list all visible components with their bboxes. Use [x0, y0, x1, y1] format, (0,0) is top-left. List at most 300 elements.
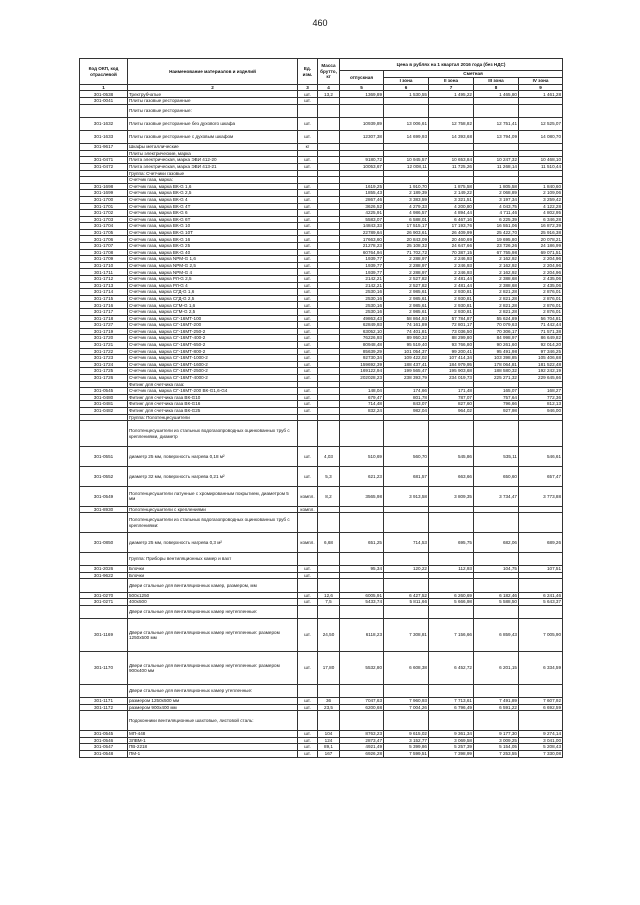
cell-zone-3-price: 6 859,43	[474, 619, 519, 652]
cell-name: диаметр 25 мм, поверхность нагрева 0,3 м²	[128, 533, 298, 553]
cell-zone-3-price	[474, 150, 519, 157]
header-zone-4: IV зона	[519, 78, 563, 85]
cell-zone-1-price: 2 985,61	[384, 309, 429, 316]
table-row	[80, 731, 563, 738]
cell-unit: шт.	[298, 407, 318, 414]
table-row	[80, 414, 563, 421]
cell-zone-3-price: 67 755,98	[474, 249, 519, 256]
cell-release-price: 2530,16	[340, 289, 384, 296]
table-row	[80, 750, 563, 757]
cell-code	[80, 711, 128, 731]
cell-zone-3-price: 84 998,97	[474, 335, 519, 342]
cell-unit: шт.	[298, 203, 318, 210]
cell-zone-4-price	[519, 572, 563, 579]
cell-zone-4-price: 2 435,06	[519, 276, 563, 283]
cell-unit	[298, 579, 318, 592]
column-index: 1	[80, 85, 128, 91]
cell-zone-2-price: 827,60	[429, 401, 474, 408]
cell-unit: шт.	[298, 388, 318, 395]
cell-unit: шт.	[298, 130, 318, 143]
cell-mass	[318, 421, 340, 447]
cell-zone-2-price: 99 200,41	[429, 348, 474, 355]
cell-code: 301-0481	[80, 401, 128, 408]
cell-zone-1-price	[384, 144, 429, 151]
cell-mass	[318, 150, 340, 157]
cell-zone-1-price: 174,66	[384, 388, 429, 395]
cell-zone-4-price: 14 080,70	[519, 130, 563, 143]
cell-unit: шт.	[298, 599, 318, 606]
cell-zone-2-price: 2 930,81	[429, 302, 474, 309]
cell-mass	[318, 566, 340, 573]
header-zone-2: II зона	[429, 78, 474, 85]
cell-mass	[318, 243, 340, 250]
cell-name: Счетчик газа, марка ВК-G 2,5	[128, 190, 298, 197]
cell-zone-2-price	[429, 579, 474, 592]
cell-code: 301-1700	[80, 196, 128, 203]
cell-mass	[318, 276, 340, 283]
table-row	[80, 295, 563, 302]
cell-unit: шт.	[298, 619, 318, 652]
cell-zone-1-price	[384, 572, 429, 579]
cell-release-price: 714,48	[340, 401, 384, 408]
cell-zone-3-price: 7 253,55	[474, 750, 519, 757]
cell-zone-4-price: 12 525,07	[519, 117, 563, 130]
cell-mass	[318, 302, 340, 309]
cell-mass	[318, 236, 340, 243]
cell-mass	[318, 685, 340, 698]
table-row	[80, 341, 563, 348]
cell-code: 301-2026	[80, 566, 128, 573]
cell-zone-1-price: 3 913,58	[384, 487, 429, 507]
cell-code: 301-1170	[80, 652, 128, 685]
cell-zone-4-price: 3 773,88	[519, 487, 563, 507]
cell-name: Счетчик газа, марка:	[128, 177, 298, 184]
cell-unit: шт.	[298, 361, 318, 368]
table-row	[80, 374, 563, 381]
cell-code: 301-0546	[80, 737, 128, 744]
cell-zone-4-price: 546,61	[519, 447, 563, 467]
cell-zone-1-price: 2 288,97	[384, 269, 429, 276]
cell-release-price	[340, 414, 384, 421]
cell-zone-1-price: 3 152,77	[384, 737, 429, 744]
cell-zone-3-price: 2 821,28	[474, 302, 519, 309]
cell-name: Счетчик газа, марка СГМ-G 2,5	[128, 309, 298, 316]
cell-unit: шт.	[298, 309, 318, 316]
cell-zone-3-price: 2 821,28	[474, 295, 519, 302]
cell-zone-2-price: 107 414,34	[429, 355, 474, 362]
cell-unit: шт.	[298, 572, 318, 579]
cell-unit: шт.	[298, 566, 318, 573]
column-index: 2	[128, 85, 298, 91]
cell-zone-4-price: 5 208,43	[519, 744, 563, 751]
cell-name: МП-448	[128, 731, 298, 738]
cell-unit: шт.	[298, 91, 318, 98]
cell-zone-2-price	[429, 98, 474, 105]
cell-name: Счетчик газа, марка ВК-G 4T	[128, 203, 298, 210]
table-row	[80, 407, 563, 414]
cell-code: 301-0551	[80, 447, 128, 467]
cell-zone-2-price: 88 299,80	[429, 335, 474, 342]
cell-code: 301-1723	[80, 355, 128, 362]
cell-unit: шт.	[298, 236, 318, 243]
cell-unit	[298, 685, 318, 698]
cell-code: 301-0471	[80, 157, 128, 164]
cell-zone-3-price	[474, 104, 519, 117]
cell-code: 301-1719	[80, 328, 128, 335]
cell-unit: шт.	[298, 289, 318, 296]
cell-mass	[318, 190, 340, 197]
cell-zone-2-price: 9 361,34	[429, 731, 474, 738]
cell-release-price: 2530,16	[340, 295, 384, 302]
cell-code: 301-1704	[80, 223, 128, 230]
cell-zone-2-price: 2 930,81	[429, 309, 474, 316]
cell-zone-3-price: 55 624,89	[474, 315, 519, 322]
cell-zone-1-price: 238 393,79	[384, 374, 429, 381]
cell-zone-1-price: 101 054,37	[384, 348, 429, 355]
cell-code: 301-1716	[80, 302, 128, 309]
table-row	[80, 104, 563, 117]
cell-zone-4-price: 772,36	[519, 394, 563, 401]
cell-zone-4-price: 2 876,01	[519, 302, 563, 309]
cell-zone-2-price: 7 156,66	[429, 619, 474, 652]
cell-release-price	[340, 170, 384, 177]
cell-name: Счетчик газа, марка СГД-G 1,6	[128, 289, 298, 296]
cell-zone-3-price: 165,07	[474, 388, 519, 395]
cell-release-price	[340, 150, 384, 157]
table-row	[80, 177, 563, 184]
table-row	[80, 117, 563, 130]
table-row	[80, 203, 563, 210]
cell-code: 301-9622	[80, 572, 128, 579]
table-row	[80, 223, 563, 230]
cell-mass	[318, 262, 340, 269]
cell-zone-4-price: 2 204,96	[519, 256, 563, 263]
header-release: отпускная	[340, 71, 384, 85]
cell-zone-2-price: 57 784,87	[429, 315, 474, 322]
cell-code: 301-1717	[80, 309, 128, 316]
cell-release-price: 159692,39	[340, 361, 384, 368]
cell-code: 301-1713	[80, 282, 128, 289]
cell-code: 301-1724	[80, 361, 128, 368]
cell-zone-3-price: 23 726,26	[474, 243, 519, 250]
cell-name: Счетчик газа, марка РЛ-G 2,5	[128, 276, 298, 283]
cell-release-price: 202028,23	[340, 374, 384, 381]
cell-code: 301-1726	[80, 374, 128, 381]
cell-release-price: 60764,94	[340, 249, 384, 256]
cell-mass	[318, 144, 340, 151]
cell-zone-3-price: 6 201,15	[474, 652, 519, 685]
table-row	[80, 401, 563, 408]
cell-unit: шт.	[298, 368, 318, 375]
cell-mass: 36	[318, 698, 340, 705]
cell-zone-1-price	[384, 685, 429, 698]
header-zone-1: I зона	[384, 78, 429, 85]
cell-name: Счетчик газа, марка СГ-16МТ-1000-2	[128, 355, 298, 362]
cell-zone-3-price: 103 398,85	[474, 355, 519, 362]
cell-zone-1-price	[384, 605, 429, 618]
cell-release-price: 62849,93	[340, 322, 384, 329]
cell-name: Подоконники вентиляционные шахтовые, листовой сталь:	[128, 711, 298, 731]
table-row	[80, 157, 563, 164]
cell-zone-3-price: 4 043,75	[474, 203, 519, 210]
cell-zone-4-price: 689,26	[519, 533, 563, 553]
cell-zone-3-price: 2 162,92	[474, 262, 519, 269]
table-row	[80, 579, 563, 592]
cell-code: 301-0545	[80, 731, 128, 738]
cell-code: 301-0538	[80, 91, 128, 98]
cell-code	[80, 421, 128, 447]
cell-name: Счетчик газа, марка СГ-16МТ-800-2	[128, 348, 298, 355]
cell-zone-1-price: 74 161,89	[384, 322, 429, 329]
cell-mass	[318, 368, 340, 375]
cell-zone-4-price	[519, 104, 563, 117]
cell-mass	[318, 196, 340, 203]
cell-zone-3-price: 2 162,92	[474, 256, 519, 263]
cell-code: 301-0270	[80, 592, 128, 599]
table-row	[80, 394, 563, 401]
cell-zone-3-price	[474, 177, 519, 184]
cell-zone-3-price	[474, 170, 519, 177]
cell-unit: шт.	[298, 117, 318, 130]
cell-name: Двери стальные для вентиляционных камер неутепленные: размером 900х400 мм	[128, 652, 298, 685]
cell-zone-3-price: 6 225,39	[474, 216, 519, 223]
cell-zone-1-price	[384, 421, 429, 447]
header-estimate: Сметная	[384, 71, 563, 78]
cell-name: Счетчик газа, марка ВК-G 40	[128, 249, 298, 256]
cell-zone-1-price: 10 945,57	[384, 157, 429, 164]
cell-zone-1-price: 188 437,41	[384, 361, 429, 368]
cell-zone-4-price	[519, 381, 563, 388]
cell-name: Плиты газовые ресторанные	[128, 98, 298, 105]
cell-code	[80, 605, 128, 618]
cell-unit: шт.	[298, 269, 318, 276]
cell-zone-3-price: 11 268,14	[474, 163, 519, 170]
cell-zone-4-price: 6 334,59	[519, 652, 563, 685]
cell-zone-1-price: 199 565,47	[384, 368, 429, 375]
cell-mass	[318, 177, 340, 184]
table-row	[80, 467, 563, 487]
cell-zone-1-price: 95 519,40	[384, 341, 429, 348]
cell-mass: 124	[318, 737, 340, 744]
cell-zone-1-price: 801,78	[384, 394, 429, 401]
cell-name: Счетчик газа, марка РЛ-G 4	[128, 282, 298, 289]
cell-zone-2-price: 3 069,58	[429, 737, 474, 744]
cell-mass: 5,3	[318, 467, 340, 487]
cell-mass	[318, 163, 340, 170]
cell-zone-3-price: 2 821,28	[474, 289, 519, 296]
cell-mass	[318, 315, 340, 322]
cell-zone-3-price: 535,11	[474, 447, 519, 467]
cell-code: 301-1705	[80, 229, 128, 236]
cell-code: 301-1727	[80, 322, 128, 329]
cell-zone-2-price: 964,02	[429, 407, 474, 414]
table-row	[80, 190, 563, 197]
cell-unit: компл.	[298, 487, 318, 507]
cell-code: 301-1708	[80, 249, 128, 256]
table-row	[80, 685, 563, 698]
cell-zone-2-price: 2 246,93	[429, 256, 474, 263]
table-row	[80, 276, 563, 283]
table-row	[80, 130, 563, 143]
cell-zone-2-price: 6 796,49	[429, 704, 474, 711]
cell-zone-2-price	[429, 421, 474, 447]
cell-code: 301-1720	[80, 335, 128, 342]
cell-zone-2-price	[429, 506, 474, 513]
cell-zone-2-price: 4 200,80	[429, 203, 474, 210]
cell-release-price: 63052,10	[340, 328, 384, 335]
cell-zone-1-price: 9 615,02	[384, 731, 429, 738]
cell-unit: шт.	[298, 447, 318, 467]
cell-mass	[318, 282, 340, 289]
cell-unit: компл.	[298, 506, 318, 513]
cell-unit: шт.	[298, 750, 318, 757]
cell-zone-1-price: 89 950,32	[384, 335, 429, 342]
cell-zone-3-price: 682,06	[474, 533, 519, 553]
cell-zone-1-price: 58 864,93	[384, 315, 429, 322]
cell-release-price: 6926,28	[340, 750, 384, 757]
cell-mass	[318, 130, 340, 143]
table-row	[80, 513, 563, 533]
cell-code	[80, 170, 128, 177]
column-index: 7	[429, 85, 474, 91]
cell-mass	[318, 407, 340, 414]
cell-mass	[318, 355, 340, 362]
cell-mass: 89,1	[318, 744, 340, 751]
cell-unit	[298, 513, 318, 533]
cell-zone-4-price: 7 330,08	[519, 750, 563, 757]
cell-code: 301-1701	[80, 203, 128, 210]
cell-zone-2-price: 5 257,39	[429, 744, 474, 751]
cell-mass: 8,2	[318, 487, 340, 507]
cell-unit: шт.	[298, 335, 318, 342]
cell-unit: шт.	[298, 276, 318, 283]
cell-code	[80, 104, 128, 117]
cell-release-price: 2873,47	[340, 737, 384, 744]
cell-code: 301-0271	[80, 599, 128, 606]
table-row	[80, 163, 563, 170]
cell-zone-3-price: 25 422,70	[474, 229, 519, 236]
cell-zone-2-price: 7 398,99	[429, 750, 474, 757]
cell-zone-4-price: 71 442,44	[519, 322, 563, 329]
cell-release-price: 1619,25	[340, 183, 384, 190]
table-row	[80, 256, 563, 263]
cell-zone-1-price: 5 399,86	[384, 744, 429, 751]
cell-mass	[318, 229, 340, 236]
table-row	[80, 744, 563, 751]
cell-name: Фитинг для счетчика газа ВК-G16	[128, 401, 298, 408]
cell-zone-2-price: 195 903,68	[429, 368, 474, 375]
cell-zone-4-price: 192 242,19	[519, 368, 563, 375]
cell-zone-3-price	[474, 553, 519, 566]
cell-zone-4-price: 3 041,00	[519, 737, 563, 744]
cell-zone-1-price	[384, 711, 429, 731]
cell-zone-1-price: 4 279,33	[384, 203, 429, 210]
cell-zone-4-price: 1 461,28	[519, 91, 563, 98]
cell-release-price	[340, 98, 384, 105]
cell-mass	[318, 256, 340, 263]
cell-release-price: 1369,89	[340, 91, 384, 98]
cell-unit	[298, 414, 318, 421]
cell-unit: шт.	[298, 348, 318, 355]
cell-mass: 7,5	[318, 599, 340, 606]
table-row	[80, 302, 563, 309]
header-zone-3: III зона	[474, 78, 519, 85]
table-row	[80, 619, 563, 652]
cell-zone-2-price	[429, 711, 474, 731]
cell-code: 301-1709	[80, 256, 128, 263]
cell-zone-1-price: 6 588,01	[384, 216, 429, 223]
table-row	[80, 355, 563, 362]
cell-zone-3-price: 2 162,92	[474, 269, 519, 276]
cell-unit: шт.	[298, 223, 318, 230]
cell-mass	[318, 216, 340, 223]
cell-code	[80, 513, 128, 533]
cell-mass	[318, 98, 340, 105]
cell-name: Группа: Полотенцесушители	[128, 414, 298, 421]
table-row	[80, 183, 563, 190]
cell-zone-1-price: 7 960,93	[384, 698, 429, 705]
header-mass: Масса брутто, кг	[318, 59, 340, 85]
cell-release-price: 1855,43	[340, 190, 384, 197]
cell-zone-2-price: 5 666,98	[429, 599, 474, 606]
table-row	[80, 592, 563, 599]
cell-unit: шт.	[298, 704, 318, 711]
cell-code: 301-0482	[80, 407, 128, 414]
cell-zone-4-price: 11 510,44	[519, 163, 563, 170]
cell-zone-3-price	[474, 381, 519, 388]
cell-mass	[318, 381, 340, 388]
cell-release-price: 92730,34	[340, 355, 384, 362]
cell-release-price	[340, 553, 384, 566]
cell-mass	[318, 309, 340, 316]
cell-name: Счетчик газа, марка ВК-G 6	[128, 210, 298, 217]
cell-zone-4-price: 107,51	[519, 566, 563, 573]
cell-release-price: 2142,21	[340, 276, 384, 283]
cell-mass	[318, 506, 340, 513]
cell-mass	[318, 157, 340, 164]
cell-release-price: 5532,80	[340, 652, 384, 685]
cell-zone-4-price: 105 406,68	[519, 355, 563, 362]
cell-unit	[298, 711, 318, 731]
cell-zone-3-price	[474, 421, 519, 447]
cell-zone-2-price: 234 019,73	[429, 374, 474, 381]
table-row	[80, 170, 563, 177]
cell-code: 301-8930	[80, 506, 128, 513]
cell-zone-1-price	[384, 104, 429, 117]
header-unit: Ед. изм.	[298, 59, 318, 85]
cell-release-price: 832,24	[340, 407, 384, 414]
cell-zone-1-price: 14 699,93	[384, 130, 429, 143]
cell-code: 301-1172	[80, 704, 128, 711]
cell-zone-4-price: 229 645,66	[519, 374, 563, 381]
cell-zone-2-price: 184 979,95	[429, 361, 474, 368]
cell-name: ПВ-2218	[128, 744, 298, 751]
cell-zone-4-price: 657,47	[519, 467, 563, 487]
cell-zone-1-price: 6 608,38	[384, 652, 429, 685]
header-price-group: Цена в рублях на 1 квартал 2016 года (без НДС)	[340, 59, 563, 71]
cell-unit	[298, 177, 318, 184]
cell-name: Счетчик газа, марка СГД-G 2,5	[128, 295, 298, 302]
cell-zone-4-price	[519, 150, 563, 157]
table-row	[80, 328, 563, 335]
cell-release-price: 1939,77	[340, 256, 384, 263]
table-row	[80, 652, 563, 685]
cell-code: 301-1721	[80, 341, 128, 348]
table-row	[80, 335, 563, 342]
cell-unit	[298, 381, 318, 388]
cell-zone-3-price: 6 591,22	[474, 704, 519, 711]
cell-mass: 104	[318, 731, 340, 738]
